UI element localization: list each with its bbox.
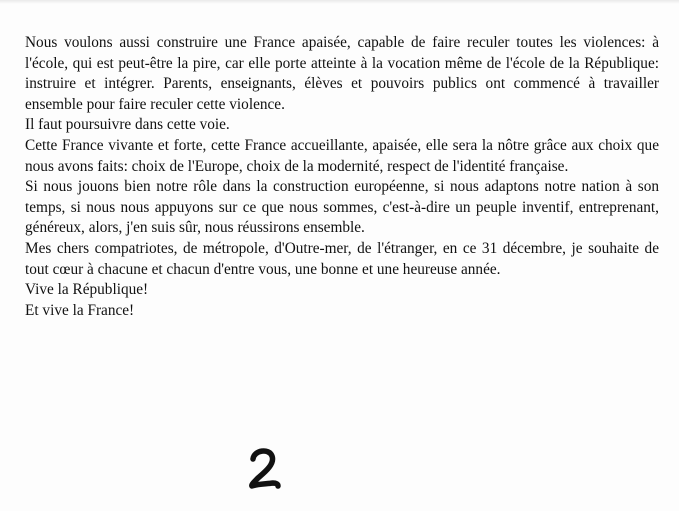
handwritten-page-number (247, 445, 281, 491)
paragraph-france: Cette France vivante et forte, cette France accueillante, apaisée, elle sera la nôtre grâce aux choix que nous avons faits: choix de l'Europe, choix de la modernité, respect de l'identité française. (25, 136, 659, 175)
speech-text (25, 33, 659, 321)
paragraph-continue: Il faut poursuivre dans cette voie. (25, 116, 230, 134)
handwritten-two-icon (247, 445, 281, 491)
paragraph-europe: Si nous jouons bien notre rôle dans la construction européenne, si nous adaptons notre nation à son temps, si nous nous appuyons sur ce que nous sommes, c'est-à-dire un peuple inventif, entreprenant, généreux, alors, j'en suis sûr, nous réussirons ensemble. (25, 178, 659, 237)
paragraph-wishes: Mes chers compatriotes, de métropole, d'Outre-mer, de l'étranger, en ce 31 décembre, je souhaite de tout cœur à chacune et chacun d'entre vous, une bonne et une heureuse année. (25, 239, 659, 278)
paragraph-vive-republique: Vive la République! (25, 281, 149, 299)
paragraph-vive-france: Et vive la France! (25, 301, 135, 319)
scan-top-edge (0, 0, 679, 4)
paragraph-violence: Nous voulons aussi construire une France apaisée, capable de faire reculer toutes les violences: à l'école, qui est peut-être la pire, car elle porte atteinte à la vocation même de l'école de la République: instruire et intégrer. Parents, enseignants, élèves et pouvoirs publics ont commencé à travailler ensemble pour faire reculer cette violence. (25, 34, 659, 113)
